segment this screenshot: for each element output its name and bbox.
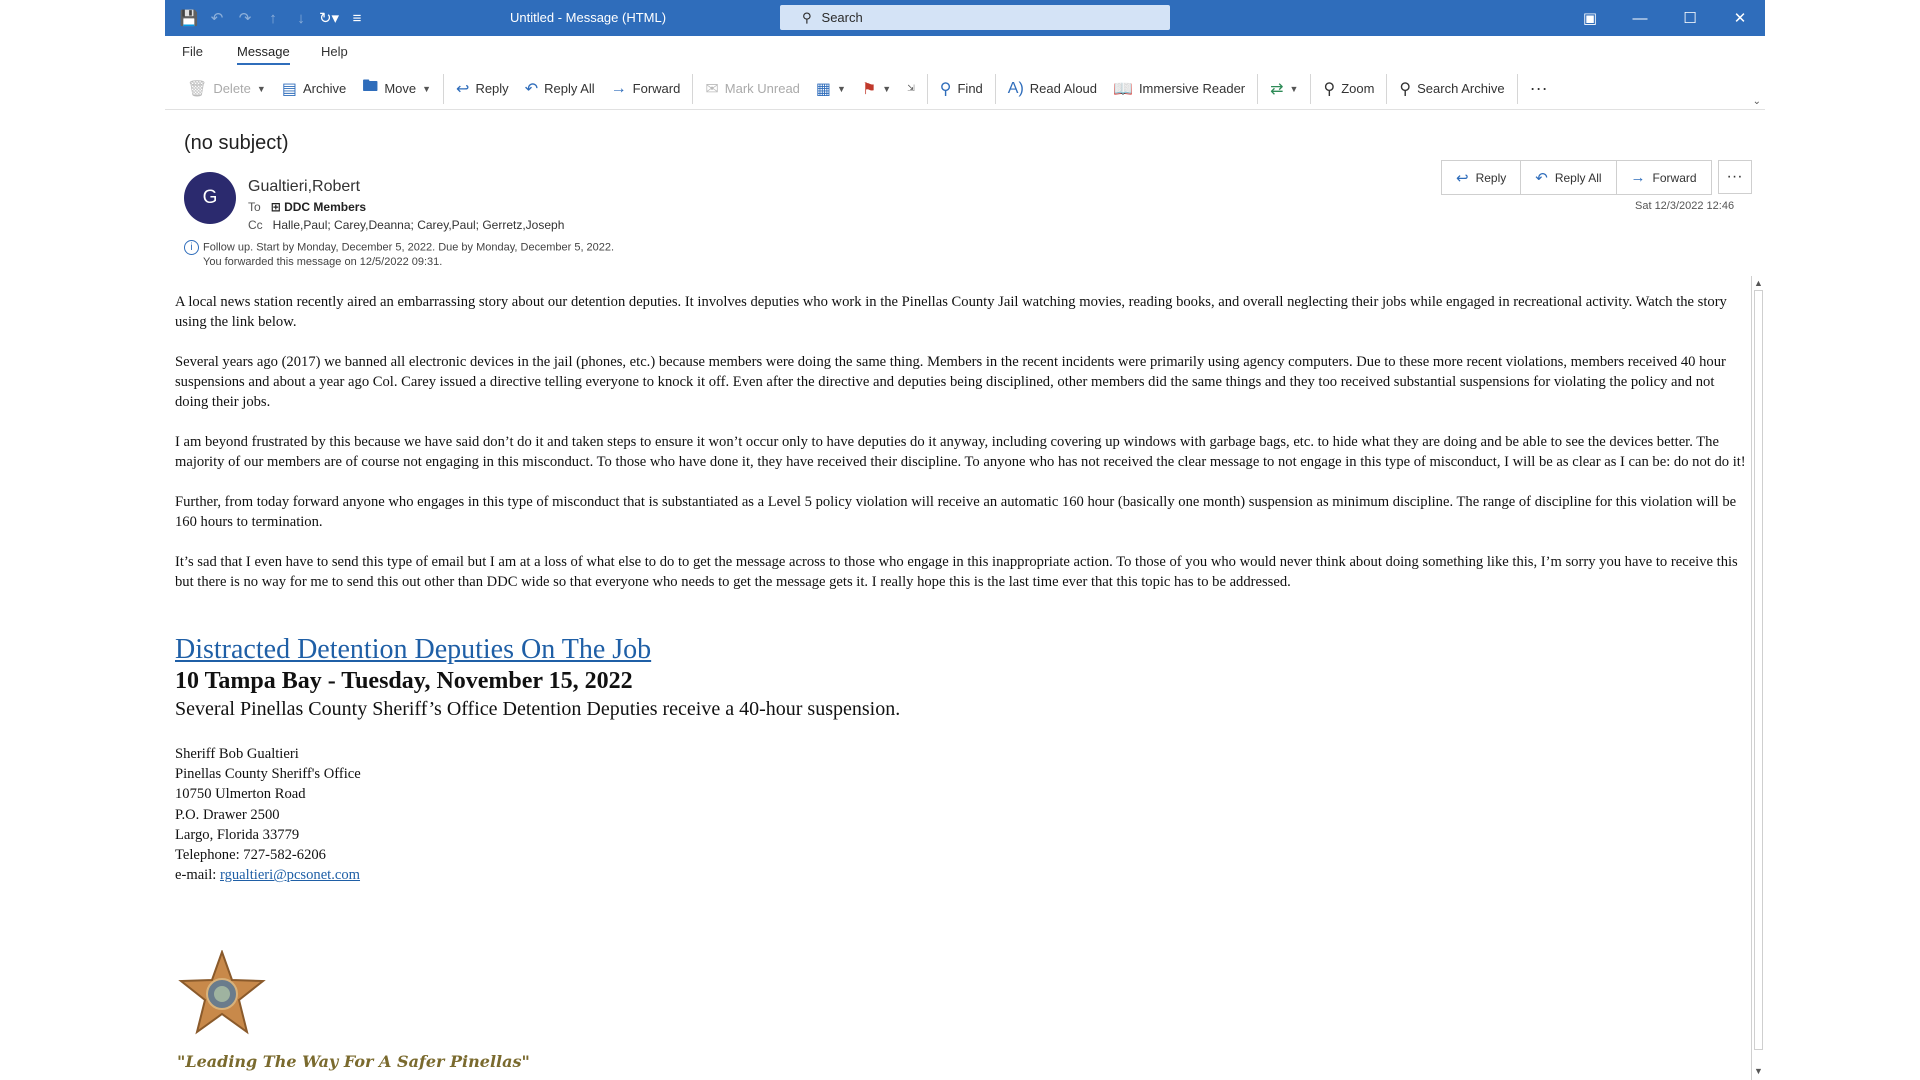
- follow-up-button[interactable]: [854, 73, 899, 105]
- quick-access-toolbar: [177, 6, 369, 30]
- redo-icon[interactable]: ↷: [238, 10, 252, 27]
- window-controls: [1565, 0, 1765, 36]
- cc-recipients[interactable]: Halle,Paul; Carey,Deanna; Carey,Paul; Gerretz,Joseph: [272, 218, 565, 232]
- chevron-down-icon: ▼: [422, 83, 432, 94]
- move-icon: 🖿: [362, 78, 379, 95]
- news-source-date: 10 Tampa Bay - Tuesday, November 15, 2022: [175, 668, 633, 694]
- sender-name[interactable]: Gualtieri,Robert: [248, 178, 361, 195]
- archive-button[interactable]: ▤ Archive: [281, 80, 347, 98]
- body-paragraph: It’s sad that I even have to send this type of email but I am at a loss of what else to do to get the message across to those who engage in this inappropriate action. To those of you who would never think about doing something like this, I’m sorry you have to receive this but there is no way for me to send this out other than DDC wide so that everyone who needs to get the message gets it. I really hope this is the last time ever that this topic has to be addressed.: [175, 554, 1738, 590]
- quick-steps-icon[interactable]: ↻▾: [318, 10, 340, 27]
- follow-up-text: Follow up. Start by Monday, December 5, 2022. Due by Monday, December 5, 2022.: [203, 241, 615, 254]
- find-button[interactable]: ⚲ Find: [939, 80, 983, 98]
- news-description: Several Pinellas County Sheriff’s Office Detention Deputies receive a 40-hour suspension.: [175, 698, 901, 720]
- ribbon-display-icon[interactable]: ▣: [1582, 10, 1598, 27]
- forward-button[interactable]: → Forward: [1630, 169, 1697, 186]
- up-icon[interactable]: ↑: [269, 9, 277, 27]
- more-actions-button[interactable]: ···: [1718, 160, 1752, 194]
- ribbon-toolbar: [165, 68, 1765, 110]
- search-icon: ⚲: [1399, 80, 1412, 98]
- search-archive-button[interactable]: ⚲ Search Archive: [1399, 80, 1505, 98]
- expand-ribbon-icon[interactable]: ⌄: [1752, 96, 1761, 107]
- search-icon: ⚲: [802, 9, 812, 25]
- signature-email-line: e-mail: rgualtieri@pcsonet.com: [175, 867, 361, 884]
- divider: [995, 74, 996, 104]
- find-icon: ⚲: [939, 80, 952, 98]
- body-paragraph: I am beyond frustrated by this because we have said don’t do it and taken steps to ensure it won’t occur only to have deputies do it anyway, including covering up windows with garbage bags, etc. to hide what they are doing and be able to see the devices better. The majority of our members are of course not engaging in this misconduct. To those who have done it, they have received their discipline. To anyone who has not received the clear message to not engage in this type of misconduct, I will be as clear as I can be: do not do it!: [175, 434, 1746, 470]
- categorize-button[interactable]: [808, 73, 854, 105]
- read-aloud-icon: A): [1007, 79, 1024, 97]
- close-icon[interactable]: ✕: [1733, 10, 1747, 27]
- avatar[interactable]: G: [184, 172, 236, 224]
- window-title: Untitled - Message (HTML): [510, 10, 667, 25]
- message-date: Sat 12/3/2022 12:46: [1635, 200, 1735, 212]
- translate-icon: ⇄: [1270, 80, 1284, 98]
- chevron-down-icon: ▼: [882, 83, 892, 94]
- scroll-down-icon[interactable]: ▼: [1754, 1066, 1763, 1076]
- minimize-icon[interactable]: —: [1632, 9, 1648, 27]
- scrollbar[interactable]: [1751, 276, 1765, 1080]
- to-recipient[interactable]: ⊞ DDC Members: [270, 200, 367, 214]
- signature-po: P.O. Drawer 2500: [175, 806, 280, 823]
- reply-button[interactable]: ↩ Reply: [456, 80, 509, 98]
- trash-icon: 🗑: [187, 80, 208, 98]
- signature-street: 10750 Ulmerton Road: [175, 786, 306, 803]
- chevron-down-icon: ▼: [1289, 83, 1299, 94]
- scroll-up-icon[interactable]: ▲: [1754, 278, 1763, 288]
- signature-city: Largo, Florida 33779: [175, 826, 300, 843]
- more-commands-button[interactable]: ···: [1529, 78, 1548, 98]
- reply-all-button[interactable]: ↶ Reply All: [1521, 161, 1616, 194]
- tags-launcher-button[interactable]: [899, 73, 923, 105]
- archive-icon: ▤: [281, 80, 297, 98]
- body-paragraph: Several years ago (2017) we banned all electronic devices in the jail (phones, etc.) because members were doing the same thing. Members in the recent incidents were primarily using agency computers. Due to these more recent violations, members received 40 hour suspensions and about a year ago Col. Carey issued a directive telling everyone to knock it off. Even after the directive and deputies being disciplined, other members did the same things and they too received substantial suspensions for violating the policy and not doing their jobs.: [175, 354, 1726, 410]
- scrollbar-thumb[interactable]: [1754, 290, 1763, 1050]
- forward-button[interactable]: → Forward: [610, 79, 681, 97]
- message-actions: [1441, 160, 1752, 195]
- title-bar: [165, 0, 1765, 36]
- dialog-launcher-icon: ⇲: [907, 83, 915, 93]
- body-paragraph: Further, from today forward anyone who engages in this type of misconduct that is substantiated as a Level 5 policy violation will receive an automatic 160 hour (basically one month) suspension as minimum discipline. The range of discipline for this violation will be 160 hours to termination.: [175, 494, 1737, 530]
- reply-action-group: [1441, 160, 1712, 195]
- forward-icon: →: [1630, 169, 1646, 186]
- flag-icon: ⚑: [861, 80, 877, 98]
- info-bar: [184, 240, 614, 270]
- outlook-message-window: [165, 0, 1765, 1080]
- divider: [1517, 74, 1518, 104]
- message-body: [175, 292, 1750, 885]
- move-button[interactable]: 🖿 Move ▼: [354, 73, 439, 105]
- read-aloud-button[interactable]: A) Read Aloud: [1007, 79, 1098, 97]
- signature-office: Pinellas County Sheriff's Office: [175, 766, 361, 783]
- reply-icon: ↩: [1456, 169, 1469, 187]
- divider: [1310, 74, 1311, 104]
- forward-icon: →: [610, 79, 627, 97]
- save-icon[interactable]: 💾: [179, 10, 199, 27]
- customize-icon[interactable]: ≡: [352, 9, 362, 27]
- signature-motto: "Leading The Way For A Safer Pinellas": [177, 1052, 530, 1071]
- chevron-down-icon: ▼: [256, 83, 266, 94]
- mark-unread-button[interactable]: ✉ Mark Unread: [705, 80, 800, 98]
- down-icon[interactable]: ↓: [297, 9, 305, 27]
- divider: [1257, 74, 1258, 104]
- zoom-button[interactable]: ⚲ Zoom: [1323, 80, 1375, 98]
- divider: [443, 74, 444, 104]
- tab-message[interactable]: Message: [237, 44, 290, 65]
- reply-icon: ↩: [456, 80, 470, 98]
- message-subject: (no subject): [184, 132, 289, 154]
- categorize-icon: ▦: [815, 80, 832, 98]
- reply-all-button[interactable]: ↶ Reply All: [524, 80, 595, 98]
- info-icon: i: [184, 240, 199, 255]
- immersive-reader-icon: 📖: [1113, 80, 1133, 98]
- menu-bar: [165, 36, 1765, 68]
- delete-button[interactable]: 🗑 Delete ▼: [187, 80, 266, 98]
- to-label: To: [248, 200, 261, 214]
- cc-line: [248, 218, 564, 232]
- chevron-down-icon: ▼: [837, 83, 846, 94]
- translate-button[interactable]: [1262, 73, 1306, 105]
- cc-label: Cc: [248, 218, 263, 232]
- undo-icon[interactable]: ↶: [210, 10, 224, 27]
- email-link[interactable]: rgualtieri@pcsonet.com: [219, 867, 361, 884]
- divider: [692, 74, 693, 104]
- signature-name: Sheriff Bob Gualtieri: [175, 746, 299, 762]
- sheriff-star-badge-icon: [177, 950, 267, 1035]
- body-paragraph: A local news station recently aired an embarrassing story about our detention deputies. It involves deputies who work in the Pinellas County Jail watching movies, reading books, and overall neglecting their jobs while engaged in recreational activity. Watch the story using the link below.: [175, 294, 1727, 330]
- news-story-link[interactable]: Distracted Detention Deputies On The Job: [175, 634, 652, 665]
- search-box[interactable]: [780, 5, 1170, 30]
- signature-block: [175, 744, 1750, 885]
- divider: [927, 74, 928, 104]
- to-line: [248, 200, 366, 214]
- signature-phone: Telephone: 727-582-6206: [175, 847, 326, 864]
- immersive-reader-button[interactable]: 📖 Immersive Reader: [1113, 80, 1246, 98]
- tab-file[interactable]: File: [182, 44, 203, 59]
- reply-button[interactable]: ↩ Reply: [1442, 161, 1521, 194]
- search-placeholder: Search: [821, 10, 863, 25]
- maximize-icon[interactable]: ☐: [1683, 10, 1697, 27]
- forwarded-text: You forwarded this message on 12/5/2022 09:31.: [203, 256, 443, 269]
- reply-all-icon: ↶: [524, 80, 539, 98]
- divider: [1386, 74, 1387, 104]
- tab-help[interactable]: Help: [321, 44, 348, 59]
- reply-all-icon: ↶: [1535, 169, 1548, 187]
- envelope-icon: ✉: [705, 80, 719, 98]
- zoom-icon: ⚲: [1323, 80, 1336, 98]
